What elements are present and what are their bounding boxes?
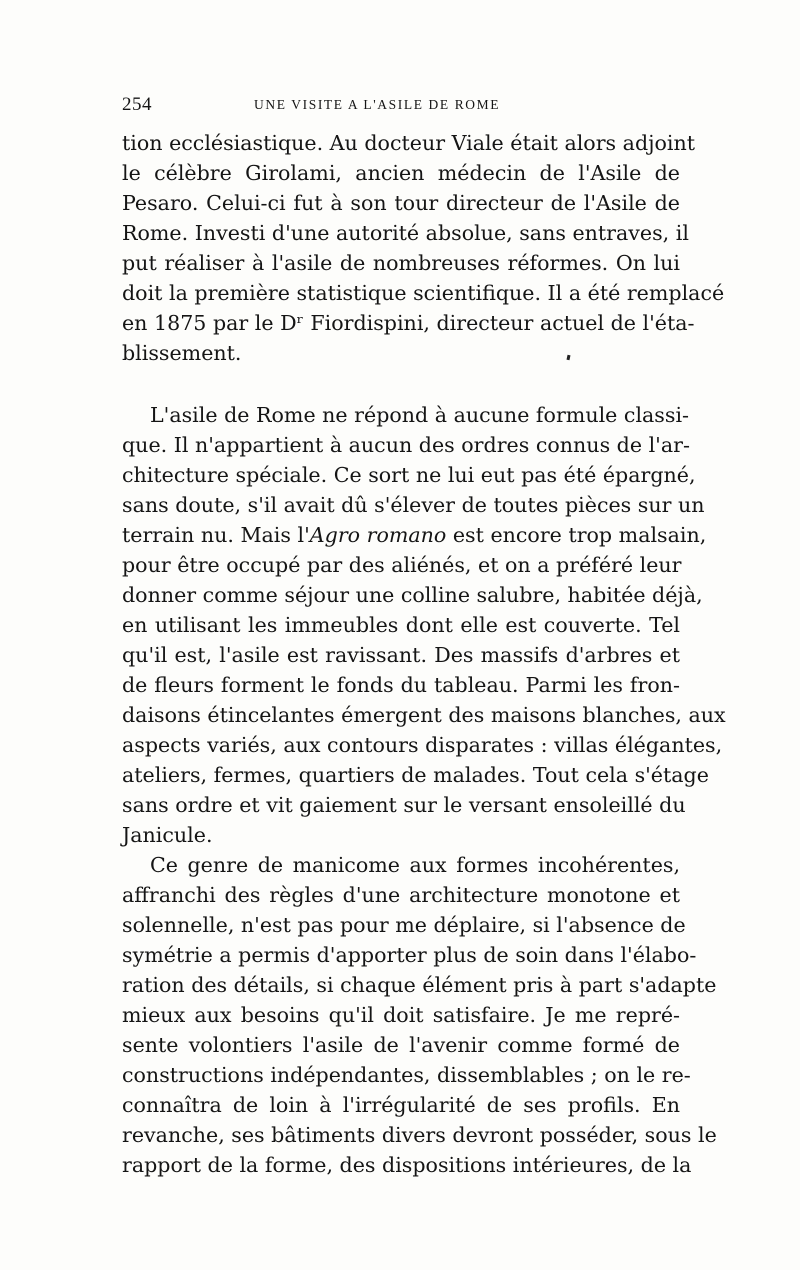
text-line: constructions indépendantes, dissemblables ; on le re- <box>122 1063 691 1087</box>
text-line-with-italic <box>122 520 707 550</box>
text-line: en 1875 par le Dʳ Fiordispini, directeur actuel de l'éta- <box>122 311 695 335</box>
text-line: ration des détails, si chaque élément pris à part s'adapte <box>122 973 717 997</box>
text-segment: est encore trop malsain, <box>446 523 707 547</box>
text-line: put réaliser à l'asile de nombreuses réformes. On lui <box>122 251 680 275</box>
text-line: chitecture spéciale. Ce sort ne lui eut pas été épargné, <box>122 463 696 487</box>
text-line: de fleurs forment le fonds du tableau. Parmi les fron- <box>122 673 680 697</box>
running-title: UNE VISITE A L'ASILE DE ROME <box>254 97 501 112</box>
text-line: sans ordre et vit gaiement sur le versant ensoleillé du <box>122 793 686 817</box>
paragraph-gap <box>122 368 680 400</box>
text-line: blissement. <box>122 341 242 365</box>
body-text <box>122 128 726 1180</box>
text-line: daisons étincelantes émergent des maisons blanches, aux <box>122 703 726 727</box>
text-line: Pesaro. Celui-ci fut à son tour directeur de l'Asile de <box>122 191 680 215</box>
text-line: Rome. Investi d'une autorité absolue, sans entraves, il <box>122 221 689 245</box>
text-segment: terrain nu. Mais l' <box>122 523 310 547</box>
text-line-indented: Ce genre de manicome aux formes incohérentes, <box>150 853 680 877</box>
text-line: revanche, ses bâtiments divers devront posséder, sous le <box>122 1123 717 1147</box>
text-line: le célèbre Girolami, ancien médecin de l'Asile de <box>122 161 680 185</box>
text-line: en utilisant les immeubles dont elle est couverte. Tel <box>122 613 680 637</box>
text-line: que. Il n'appartient à aucun des ordres connus de l'ar- <box>122 433 690 457</box>
text-line: solennelle, n'est pas pour me déplaire, si l'absence de <box>122 913 686 937</box>
text-line: ateliers, fermes, quartiers de malades. Tout cela s'étage <box>122 763 709 787</box>
text-line: symétrie a permis d'apporter plus de soin dans l'élabo- <box>122 943 697 967</box>
text-line: rapport de la forme, des dispositions intérieures, de la <box>122 1153 692 1177</box>
text-line: aspects variés, aux contours disparates : villas élégantes, <box>122 733 723 757</box>
paragraph-1 <box>122 128 725 368</box>
page-number: 254 <box>122 94 152 115</box>
text-line: Janicule. <box>122 823 213 847</box>
italic-phrase: Agro romano <box>309 523 447 547</box>
text-line: donner comme séjour une colline salubre, habitée déjà, <box>122 583 703 607</box>
text-line: qu'il est, l'asile est ravissant. Des massifs d'arbres et <box>122 643 680 667</box>
text-line: tion ecclésiastique. Au docteur Viale était alors adjoint <box>122 131 696 155</box>
text-line-indented: L'asile de Rome ne répond à aucune formule classi- <box>150 403 689 427</box>
paragraph-2 <box>122 400 726 850</box>
text-line: doit la première statistique scientifique. Il a été remplacé <box>122 281 725 305</box>
paragraph-3 <box>122 850 717 1180</box>
text-line: pour être occupé par des aliénés, et on a préféré leur <box>122 553 682 577</box>
running-head <box>122 94 682 120</box>
text-line: sente volontiers l'asile de l'avenir comme formé de <box>122 1033 680 1057</box>
text-line: sans doute, s'il avait dû s'élever de toutes pièces sur un <box>122 493 705 517</box>
text-line: affranchi des règles d'une architecture monotone et <box>122 883 680 907</box>
text-line: mieux aux besoins qu'il doit satisfaire. Je me repré- <box>122 1003 680 1027</box>
text-line: connaîtra de loin à l'irrégularité de ses profils. En <box>122 1093 680 1117</box>
